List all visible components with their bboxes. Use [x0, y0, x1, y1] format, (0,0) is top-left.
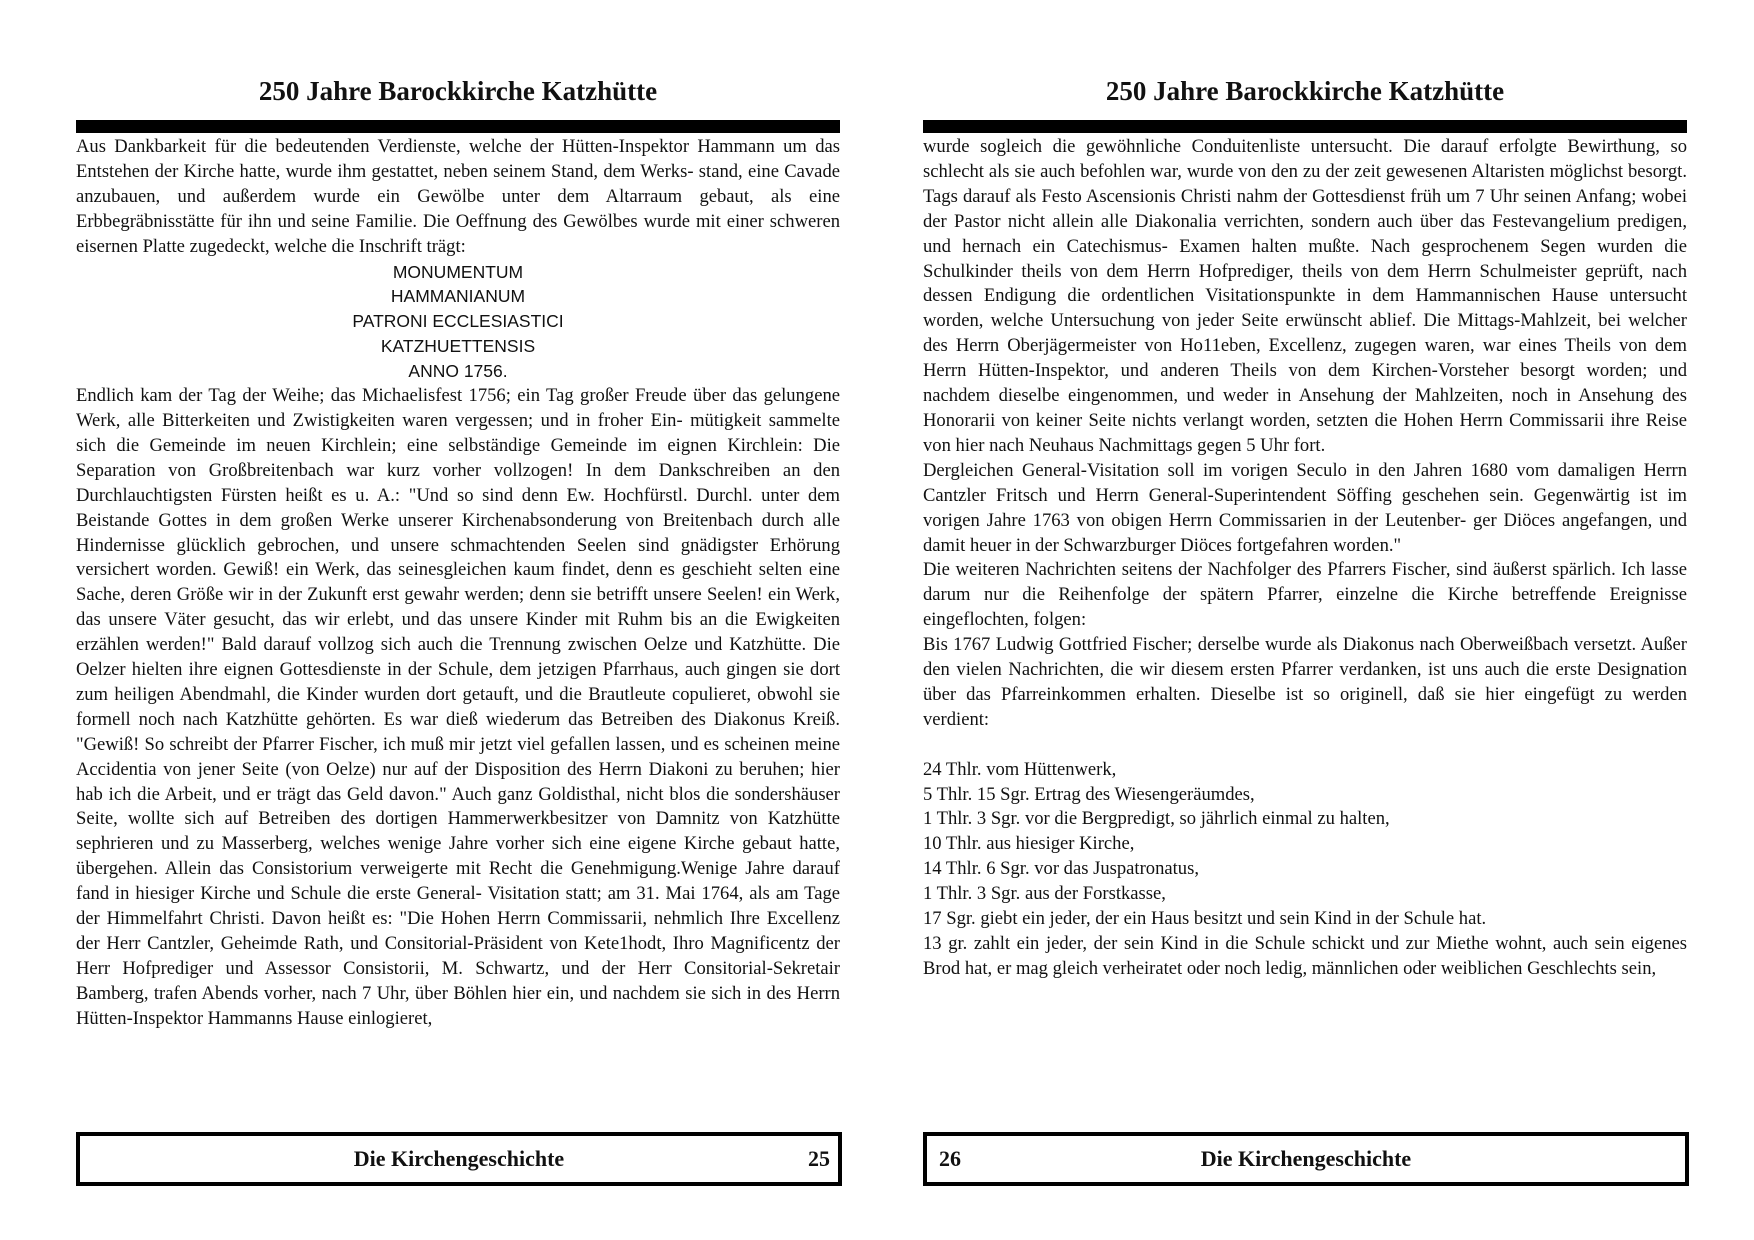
page-header: 250 Jahre Barockkirche Katzhütte	[1105, 76, 1505, 106]
paragraph: Dergleichen General-Visitation soll im vorigen Seculo in den Jahren 1680 vom damaligen Herrn Cantzler Fritsch und Herrn General-Superintendent Söffing geschehen sein. Gegenwärtig ist im vorigen Jahre 1763 von obigen Herrn Commissarien in der Leutenber- ger Diöces angefangen, und damit heuer in der Schwarzburger Diöces fortgefahren worden."	[923, 459, 1687, 556]
income-list-item: 1 Thlr. 3 Sgr. vor die Bergpredigt, so jährlich einmal zu halten,	[923, 808, 1390, 830]
page-number: 26	[939, 1146, 961, 1171]
paragraph: Aus Dankbarkeit für die bedeutenden Verdienste, welche der Hütten-Inspektor Hammann um das Entstehen der Kirche hatte, wurde ihm gestattet, neben seinem Stand, dem Werks- stand, eine Cavade anzubauen, und außerdem wurde ein Gewölbe unter dem Altarraum gebaut, als eine Erbbegräbnisstätte für ihn und seine Familie. Die Oeffnung des Gewölbes wurde mit einer schweren eisernen Platte zugedeckt, welche die Inschrift trägt:	[76, 136, 840, 257]
inscription-line: HAMMANIANUM	[390, 286, 526, 307]
spacer	[923, 733, 1687, 758]
page-footer	[923, 1132, 1689, 1186]
page-body	[76, 135, 840, 1032]
income-list-item: 24 Thlr. vom Hüttenwerk,	[923, 758, 1117, 780]
inscription-line: KATZHUETTENSIS	[380, 336, 536, 357]
income-list-item: 5 Thlr. 15 Sgr. Ertrag des Wiesengeräumdes,	[923, 783, 1255, 805]
page-body	[923, 135, 1687, 982]
income-list-item: 14 Thlr. 6 Sgr. vor das Juspatronatus,	[923, 858, 1199, 880]
inscription-line: MONUMENTUM	[392, 261, 524, 282]
inscription-line: ANNO 1756.	[408, 361, 508, 382]
right-page	[923, 0, 1687, 1240]
left-page	[76, 0, 840, 1240]
inscription-line: PATRONI ECCLESIASTICI	[352, 311, 564, 332]
page-number: 25	[808, 1146, 830, 1171]
footer-title: Die Kirchengeschichte	[353, 1146, 565, 1171]
header-rule	[76, 120, 840, 133]
income-list-item: 10 Thlr. aus hiesiger Kirche,	[923, 833, 1135, 855]
paragraph: Die weiteren Nachrichten seitens der Nachfolger des Pfarrers Fischer, sind äußerst spärlich. Ich lasse darum nur die Reihenfolge der spätern Pfarrer, einzelne die Kirche betreffende Ereignisse eingeflochten, folgen:	[923, 559, 1687, 631]
paragraph: 13 gr. zahlt ein jeder, der sein Kind in die Schule schickt und zur Miethe wohnt, auch sein eigenes Brod hat, er mag gleich verheiratet oder noch ledig, männlichen oder weiblichen Geschlechts sein,	[923, 932, 1687, 979]
income-list-item: 1 Thlr. 3 Sgr. aus der Forstkasse,	[923, 883, 1166, 905]
paragraph: wurde sogleich die gewöhnliche Conduitenliste untersucht. Die darauf erfolgte Bewirthung, so schlecht als sie auch befohlen war, wurde von den zu der zeit gewesenen Altaristen möglichst besorgt. Tags darauf als Festo Ascensionis Christi nahm der Gottesdienst früh um 7 Uhr seinen Anfang; wobei der Pastor nicht allein alle Diakonalia verrichten, sondern auch über das Festevangelium predigen, und hernach ein Catechismus- Examen halten mußte. Nach gesprochenem Segen wurden die Schulkinder theils von dem Herrn Hofprediger, theils von dem Herrn Schulmeister geprüft, nach dessen Endigung die ordentlichen Visitationspunkte in dem Hammannischen Hause untersucht worden, welche Untersuchung von jeder Seite erwünscht ablief. Die Mittags-Mahlzeit, bei welcher des Herrn Oberjägermeister von Ho11eben, Excellenz, zugegen waren, war eines Theils von dem Herrn Hütten-Inspektor, und anderen Theils von dem Kirchen-Vorsteher besorgt worden; und nachdem dieselbe eingenommen, und weder in Ansehung der Mahlzeiten, noch in Ansehung des Honorarii von keiner Seite nichts verlangt worden, setzten die Hohen Herrn Commissarii ihre Reise von hier nach Neuhaus Nachmittags gegen 5 Uhr fort.	[923, 136, 1687, 456]
page-footer	[76, 1132, 842, 1186]
page-header: 250 Jahre Barockkirche Katzhütte	[258, 76, 658, 106]
paragraph: Bis 1767 Ludwig Gottfried Fischer; derselbe wurde als Diakonus nach Oberweißbach versetzt. Außer den vielen Nachrichten, die wir diesem ersten Pfarrer verdanken, ist uns auch die erste Designation über das Pfarreinkommen erhalten. Dieselbe ist so originell, daß sie hier eingefügt zu werden verdient:	[923, 634, 1687, 730]
footer-title: Die Kirchengeschichte	[1200, 1146, 1412, 1171]
income-list-item: 17 Sgr. giebt ein jeder, der ein Haus besitzt und sein Kind in der Schule hat.	[923, 908, 1487, 930]
header-rule	[923, 120, 1687, 133]
paragraph: Endlich kam der Tag der Weihe; das Michaelisfest 1756; ein Tag großer Freude über das gelungene Werk, alle Bitterkeiten und Zwistigkeiten waren vergessen; und in froher Ein- mütigkeit sammelte sich die Gemeinde im neuen Kirchlein; eine selbständige Gemeinde im eignen Kirchlein: Die Separation von Großbreitenbach war kurz vorher vollzogen! In dem Dankschreiben an den Durchlauchtigsten Fürsten heißt es u. A.: "Und so sind denn Ew. Hochfürstl. Durchl. unter dem Beistande Gottes in dem großen Werke unserer Kirchenabsonderung von Breitenbach durch alle Hindernisse glücklich gebrochen, und unsere schmachtenden Seelen sind gnädigster Erhörung versichert worden. Gewiß! ein Werk, das seinesgleichen kaum findet, denn es geschieht selten eine Sache, deren Größe wir in der Zukunft erst gewahr werden; denn sie betrifft unsere Seelen! ein Werk, das unsere Väter gesucht, das wir erlebt, und das unsere Kinder mit Ruhm bis an die Ewigkeiten erzählen werden!" Bald darauf vollzog sich auch die Trennung zwischen Oelze und Katzhütte. Die Oelzer hielten ihre eignen Gottesdienste in der Schule, dem jetzigen Pfarrhaus, auch gingen sie dort zum heiligen Abendmahl, die Kinder wurden dort getauft, und die Brautleute copulieret, obwohl sie formell noch nach Katzhütte gehörten. Es war dieß wiederum das Betreiben des Diakonus Kreiß. "Gewiß! So schreibt der Pfarrer Fischer, ich muß mir jetzt viel gefallen lassen, und es scheinen meine Accidentia von jener Seite (von Oelze) nur auf der Disposition des Herrn Diakoni zu beruhen; hier hab ich die Arbeit, und er trägt das Geld davon." Auch ganz Goldisthal, nicht blos die sondershäuser Seite, wollte sich auf Betreiben des dortigen Hammerwerkbesitzer von Damnitz von Katzhütte sephrieren und zu Masserberg, welches wenige Jahre vorher sich eine eigene Kirche gebaut hatte, übergehen. Allein das Consistorium verweigerte mit Recht die Genehmigung.Wenige Jahre darauf fand in hiesiger Kirche und Schule die erste General- Visitation statt; am 31. Mai 1764, als am Tage der Himmelfahrt Christi. Davon heißt es: "Die Hohen Herrn Commissarii, nehmlich Ihre Excellenz der Herr Cantzler, Geheimde Rath, und Consitorial-Präsident von Kete1hodt, Ihro Magnificentz der Herr Hofprediger und Assessor Consistorii, M. Schwartz, und der Herr Consitorial-Sekretair Bamberg, trafen Abends vorher, nach 7 Uhr, über Böhlen hier ein, und nachdem sie sich in des Herrn Hütten-Inspektor Hammanns Hause einlogieret,	[76, 385, 840, 1029]
